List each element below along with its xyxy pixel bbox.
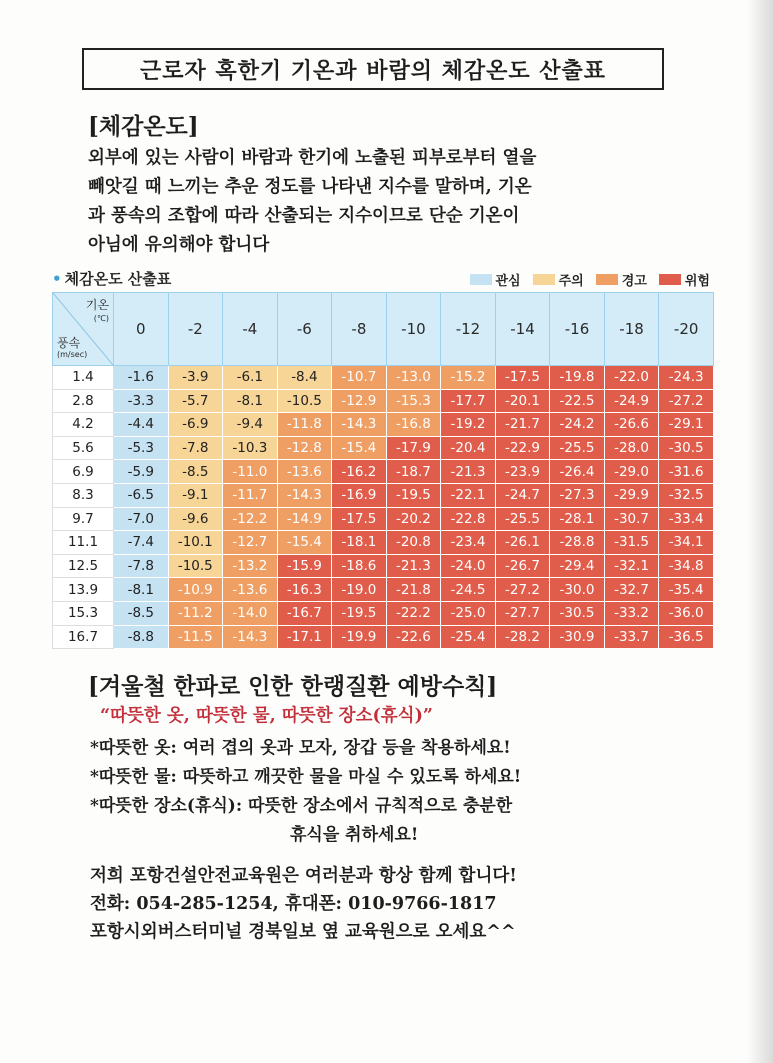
row-header-wind-speed: 15.3 (53, 601, 114, 625)
wind-chill-cell: -33.7 (604, 625, 659, 649)
wind-chill-cell: -19.9 (332, 625, 387, 649)
row-header-wind-speed: 5.6 (53, 436, 114, 460)
definition-line-2: 빼앗길 때 느끼는 추운 정도를 나타낸 지수를 말하며, 기온 (88, 177, 532, 197)
wind-chill-cell: -22.0 (604, 366, 659, 390)
table-row (53, 436, 714, 460)
wind-chill-cell: -14.0 (223, 601, 278, 625)
wind-chill-cell: -14.3 (223, 625, 278, 649)
column-header-temp: -10 (386, 293, 441, 366)
wind-chill-cell: -24.7 (495, 483, 550, 507)
wind-chill-cell: -33.2 (604, 601, 659, 625)
wind-chill-cell: -31.6 (659, 460, 714, 484)
column-header-temp: 0 (114, 293, 169, 366)
wind-chill-cell: -15.2 (441, 366, 496, 390)
wind-chill-cell: -14.3 (332, 413, 387, 437)
wind-chill-cell: -14.9 (277, 507, 332, 531)
row-header-wind-speed: 4.2 (53, 413, 114, 437)
wind-chill-cell: -26.6 (604, 413, 659, 437)
legend-item-2 (596, 270, 647, 289)
corner-temp-label (86, 299, 109, 325)
wind-chill-cell: -12.2 (223, 507, 278, 531)
wind-chill-cell: -9.1 (168, 483, 223, 507)
wind-chill-cell: -30.0 (550, 578, 605, 602)
wind-chill-cell: -17.7 (441, 389, 496, 413)
wind-chill-cell: -10.7 (332, 366, 387, 390)
wind-chill-cell: -6.5 (114, 483, 169, 507)
wind-chill-cell: -23.9 (495, 460, 550, 484)
corner-wind-label (57, 337, 87, 361)
wind-chill-cell: -21.3 (386, 554, 441, 578)
wind-chill-cell: -32.5 (659, 483, 714, 507)
wind-chill-cell: -17.1 (277, 625, 332, 649)
corner-wind-text: 풍속 (57, 336, 81, 350)
table-row (53, 578, 714, 602)
wind-chill-cell: -10.3 (223, 436, 278, 460)
wind-chill-cell: -4.4 (114, 413, 169, 437)
wind-chill-cell: -22.5 (550, 389, 605, 413)
wind-chill-cell: -7.0 (114, 507, 169, 531)
wind-chill-cell: -8.1 (114, 578, 169, 602)
wind-chill-cell: -22.8 (441, 507, 496, 531)
wind-chill-table (52, 292, 714, 649)
wind-chill-cell: -20.8 (386, 531, 441, 555)
wind-chill-cell: -13.0 (386, 366, 441, 390)
wind-chill-cell: -24.0 (441, 554, 496, 578)
legend-swatch-2 (596, 274, 618, 285)
wind-chill-cell: -36.0 (659, 601, 714, 625)
wind-chill-cell: -16.2 (332, 460, 387, 484)
wind-chill-cell: -8.1 (223, 389, 278, 413)
chart-title (52, 268, 171, 289)
wind-chill-cell: -16.3 (277, 578, 332, 602)
wind-chill-cell: -25.5 (495, 507, 550, 531)
wind-chill-cell: -24.2 (550, 413, 605, 437)
chart-title-text: 체감온도 산출표 (64, 270, 172, 288)
row-header-wind-speed: 16.7 (53, 625, 114, 649)
wind-chill-cell: -21.3 (441, 460, 496, 484)
prevention-heading: [겨울철 한파로 인한 한랭질환 예방수칙] (88, 673, 498, 700)
wind-chill-cell: -15.4 (332, 436, 387, 460)
wind-chill-cell: -24.3 (659, 366, 714, 390)
column-header-temp: -12 (441, 293, 496, 366)
wind-chill-cell: -8.5 (168, 460, 223, 484)
wind-chill-cell: -26.4 (550, 460, 605, 484)
contact-line-1: 저희 포항건설안전교육원은 여러분과 항상 함께 합니다! (90, 866, 517, 886)
table-row (53, 625, 714, 649)
wind-chill-cell: -11.8 (277, 413, 332, 437)
wind-chill-cell: -27.3 (550, 483, 605, 507)
wind-chill-cell: -19.0 (332, 578, 387, 602)
wind-chill-cell: -29.4 (550, 554, 605, 578)
table-row (53, 601, 714, 625)
wind-chill-cell: -11.2 (168, 601, 223, 625)
wind-chill-cell: -16.9 (332, 483, 387, 507)
legend-item-3 (659, 270, 710, 289)
legend-label-0: 관심 (495, 274, 521, 289)
wind-chill-cell: -9.6 (168, 507, 223, 531)
table-body (53, 366, 714, 649)
wind-chill-cell: -14.3 (277, 483, 332, 507)
column-header-temp: -2 (168, 293, 223, 366)
wind-chill-cell: -30.9 (550, 625, 605, 649)
wind-chill-cell: -20.4 (441, 436, 496, 460)
wind-chill-cell: -10.5 (168, 554, 223, 578)
column-header-temp: -18 (604, 293, 659, 366)
wind-chill-chart (52, 268, 714, 645)
wind-chill-cell: -34.1 (659, 531, 714, 555)
legend-label-3: 위험 (684, 274, 710, 289)
wind-chill-cell: -29.0 (604, 460, 659, 484)
wind-chill-cell: -27.2 (659, 389, 714, 413)
wind-chill-cell: -28.1 (550, 507, 605, 531)
table-row (53, 554, 714, 578)
table-row (53, 531, 714, 555)
table-row (53, 413, 714, 437)
wind-chill-cell: -28.0 (604, 436, 659, 460)
wind-chill-cell: -26.1 (495, 531, 550, 555)
wind-chill-cell: -19.2 (441, 413, 496, 437)
table-header-row (53, 293, 714, 366)
wind-chill-cell: -16.7 (277, 601, 332, 625)
corner-temp-text: 기온 (85, 298, 109, 312)
wind-chill-cell: -10.5 (277, 389, 332, 413)
wind-chill-cell: -13.6 (223, 578, 278, 602)
wind-chill-cell: -22.1 (441, 483, 496, 507)
table-corner-cell (53, 293, 114, 366)
tip-warm-clothes: *따뜻한 옷: 여러 겹의 옷과 모자, 장갑 등을 착용하세요! (90, 738, 511, 758)
wind-chill-cell: -8.4 (277, 366, 332, 390)
wind-chill-cell: -7.4 (114, 531, 169, 555)
bullet-dot-icon: • (52, 270, 62, 288)
wind-chill-cell: -34.8 (659, 554, 714, 578)
wind-chill-cell: -29.9 (604, 483, 659, 507)
row-header-wind-speed: 9.7 (53, 507, 114, 531)
wind-chill-cell: -5.7 (168, 389, 223, 413)
column-header-temp: -16 (550, 293, 605, 366)
wind-chill-cell: -26.7 (495, 554, 550, 578)
legend-swatch-3 (659, 274, 681, 285)
contact-directions: 포항시외버스터미널 경북일보 옆 교육원으로 오세요^^ (90, 922, 516, 942)
wind-chill-cell: -30.7 (604, 507, 659, 531)
wind-chill-cell: -6.1 (223, 366, 278, 390)
wind-chill-cell: -30.5 (659, 436, 714, 460)
wind-chill-cell: -33.4 (659, 507, 714, 531)
wind-chill-cell: -11.0 (223, 460, 278, 484)
wind-chill-cell: -5.3 (114, 436, 169, 460)
wind-chill-cell: -24.9 (604, 389, 659, 413)
corner-temp-unit: (℃) (93, 314, 109, 323)
wind-chill-cell: -19.5 (332, 601, 387, 625)
wind-chill-cell: -28.8 (550, 531, 605, 555)
wind-chill-cell: -19.8 (550, 366, 605, 390)
wind-chill-cell: -22.6 (386, 625, 441, 649)
table-row (53, 483, 714, 507)
wind-chill-cell: -12.9 (332, 389, 387, 413)
column-header-temp: -8 (332, 293, 387, 366)
wind-chill-cell: -17.5 (495, 366, 550, 390)
wind-chill-cell: -18.1 (332, 531, 387, 555)
wind-chill-cell: -35.4 (659, 578, 714, 602)
wind-chill-cell: -15.3 (386, 389, 441, 413)
prevention-slogan: “따뜻한 옷, 따뜻한 물, 따뜻한 장소(휴식)” (100, 706, 433, 726)
wind-chill-cell: -5.9 (114, 460, 169, 484)
wind-chill-cell: -16.8 (386, 413, 441, 437)
definition-line-1: 외부에 있는 사람이 바람과 한기에 노출된 피부로부터 열을 (88, 148, 537, 168)
wind-chill-heading: [체감온도] (88, 113, 199, 140)
row-header-wind-speed: 11.1 (53, 531, 114, 555)
legend-swatch-1 (533, 274, 555, 285)
wind-chill-cell: -13.6 (277, 460, 332, 484)
legend-swatch-0 (470, 274, 492, 285)
wind-chill-cell: -7.8 (168, 436, 223, 460)
wind-chill-cell: -3.3 (114, 389, 169, 413)
wind-chill-cell: -11.5 (168, 625, 223, 649)
wind-chill-cell: -25.4 (441, 625, 496, 649)
wind-chill-cell: -22.9 (495, 436, 550, 460)
legend-item-0 (470, 270, 521, 289)
wind-chill-cell: -18.7 (386, 460, 441, 484)
wind-chill-cell: -31.5 (604, 531, 659, 555)
wind-chill-cell: -10.9 (168, 578, 223, 602)
wind-chill-cell: -15.4 (277, 531, 332, 555)
wind-chill-cell: -24.5 (441, 578, 496, 602)
tip-warm-place: *따뜻한 장소(휴식): 따뜻한 장소에서 규칙적으로 충분한 (90, 796, 513, 816)
wind-chill-cell: -8.5 (114, 601, 169, 625)
row-header-wind-speed: 12.5 (53, 554, 114, 578)
wind-chill-cell: -1.6 (114, 366, 169, 390)
wind-chill-cell: -12.7 (223, 531, 278, 555)
definition-line-3: 과 풍속의 조합에 따라 산출되는 지수이므로 단순 기온이 (88, 206, 520, 226)
page-title: 근로자 혹한기 기온과 바람의 체감온도 산출표 (82, 48, 664, 90)
wind-chill-cell: -25.5 (550, 436, 605, 460)
wind-chill-cell: -22.2 (386, 601, 441, 625)
wind-chill-cell: -17.9 (386, 436, 441, 460)
wind-chill-cell: -29.1 (659, 413, 714, 437)
row-header-wind-speed: 2.8 (53, 389, 114, 413)
wind-chill-cell: -28.2 (495, 625, 550, 649)
wind-chill-cell: -27.7 (495, 601, 550, 625)
wind-chill-cell: -7.8 (114, 554, 169, 578)
wind-chill-cell: -8.8 (114, 625, 169, 649)
row-header-wind-speed: 8.3 (53, 483, 114, 507)
wind-chill-cell: -3.9 (168, 366, 223, 390)
column-header-temp: -20 (659, 293, 714, 366)
scan-edge-shadow (747, 0, 773, 1063)
contact-phone: 전화: 054-285-1254, 휴대폰: 010-9766-1817 (90, 894, 497, 914)
wind-chill-cell: -23.4 (441, 531, 496, 555)
legend-item-1 (533, 270, 584, 289)
column-header-temp: -14 (495, 293, 550, 366)
definition-line-4: 아님에 유의해야 합니다 (88, 235, 270, 255)
row-header-wind-speed: 6.9 (53, 460, 114, 484)
wind-chill-cell: -27.2 (495, 578, 550, 602)
wind-chill-cell: -13.2 (223, 554, 278, 578)
wind-chill-cell: -15.9 (277, 554, 332, 578)
tip-warm-place-cont: 휴식을 취하세요! (290, 825, 419, 845)
legend-label-1: 주의 (558, 274, 584, 289)
wind-chill-cell: -19.5 (386, 483, 441, 507)
wind-chill-cell: -10.1 (168, 531, 223, 555)
wind-chill-cell: -18.6 (332, 554, 387, 578)
wind-chill-cell: -32.1 (604, 554, 659, 578)
wind-chill-cell: -9.4 (223, 413, 278, 437)
legend-label-2: 경고 (621, 274, 647, 289)
row-header-wind-speed: 13.9 (53, 578, 114, 602)
wind-chill-cell: -12.8 (277, 436, 332, 460)
wind-chill-cell: -21.7 (495, 413, 550, 437)
wind-chill-cell: -17.5 (332, 507, 387, 531)
wind-chill-cell: -32.7 (604, 578, 659, 602)
corner-wind-unit: (m/sec) (57, 350, 88, 359)
row-header-wind-speed: 1.4 (53, 366, 114, 390)
table-row (53, 389, 714, 413)
table-row (53, 460, 714, 484)
wind-chill-cell: -36.5 (659, 625, 714, 649)
wind-chill-cell: -6.9 (168, 413, 223, 437)
wind-chill-cell: -20.2 (386, 507, 441, 531)
table-row (53, 507, 714, 531)
table-row (53, 366, 714, 390)
wind-chill-cell: -30.5 (550, 601, 605, 625)
wind-chill-cell: -25.0 (441, 601, 496, 625)
wind-chill-cell: -20.1 (495, 389, 550, 413)
wind-chill-cell: -11.7 (223, 483, 278, 507)
tip-warm-water: *따뜻한 물: 따뜻하고 깨끗한 물을 마실 수 있도록 하세요! (90, 767, 522, 787)
column-header-temp: -6 (277, 293, 332, 366)
wind-chill-cell: -21.8 (386, 578, 441, 602)
chart-legend (470, 270, 711, 289)
column-header-temp: -4 (223, 293, 278, 366)
